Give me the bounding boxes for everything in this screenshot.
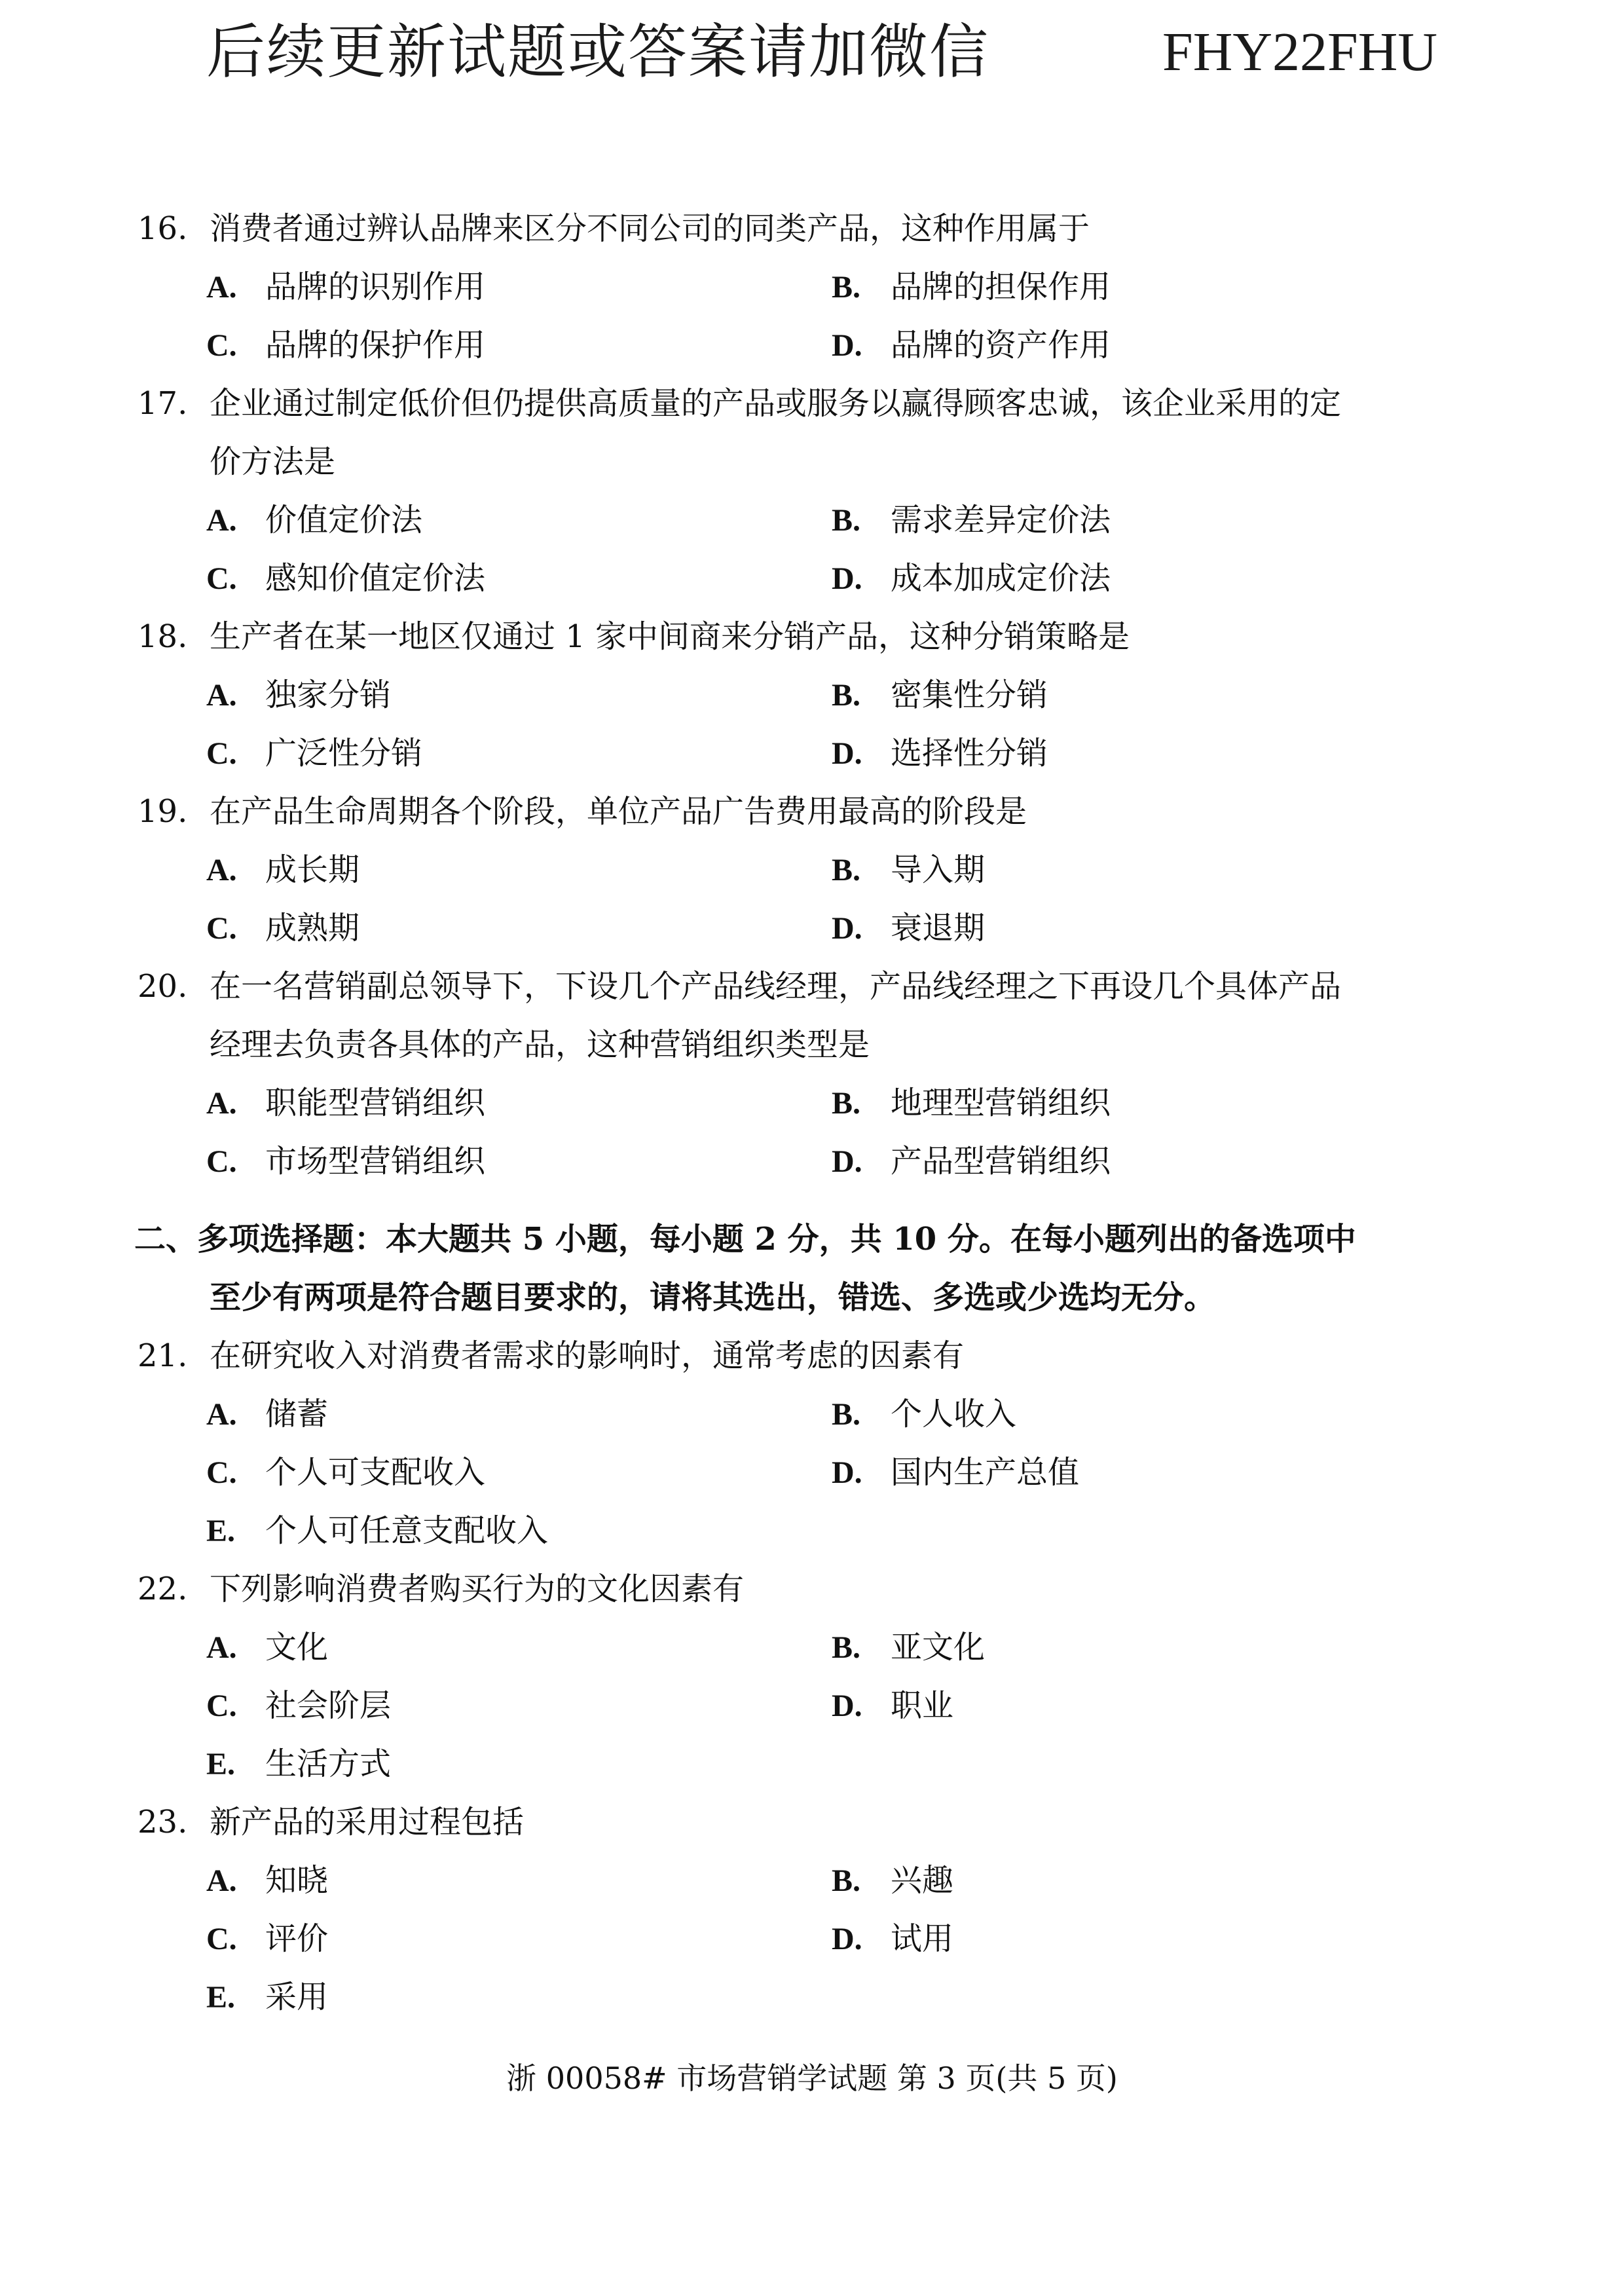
question-line — [0, 608, 1624, 666]
section-heading — [0, 1210, 1624, 1269]
option-letter: C. — [206, 911, 237, 946]
question-16 — [0, 200, 1624, 375]
option-b — [832, 258, 1111, 316]
question-line — [0, 433, 1624, 491]
question-text: 在研究收入对消费者需求的影响时，通常考虑的因素有 — [210, 1337, 965, 1374]
option-text: 导入期 — [891, 851, 986, 888]
option-a — [206, 1385, 328, 1444]
question-20 — [0, 958, 1624, 1191]
option-letter: B. — [832, 1630, 861, 1665]
option-row — [0, 1444, 1624, 1502]
question-line — [0, 200, 1624, 258]
option-text: 需求差异定价法 — [891, 502, 1111, 538]
question-number: 16. — [138, 210, 188, 247]
option-text: 个人可支配收入 — [265, 1454, 486, 1491]
option-letter: D. — [832, 911, 862, 946]
question-23 — [0, 1793, 1624, 2026]
option-row — [0, 724, 1624, 783]
option-letter: C. — [206, 1455, 237, 1490]
option-b — [832, 1618, 985, 1677]
option-text: 密集性分销 — [891, 677, 1048, 713]
option-text: 品牌的识别作用 — [265, 269, 486, 305]
option-letter: A. — [206, 853, 237, 887]
question-number: 23. — [138, 1804, 188, 1840]
option-a — [206, 841, 360, 899]
section-title: 二、多项选择题：本大题共 5 小题，每小题 2 分，共 10 分。在每小题列出的备选项中 — [134, 1221, 1356, 1258]
option-text: 地理型营销组织 — [891, 1085, 1111, 1121]
option-letter: E. — [206, 1747, 236, 1782]
option-text: 独家分销 — [265, 677, 392, 713]
option-row — [0, 1502, 1624, 1560]
option-text: 感知价值定价法 — [265, 560, 486, 597]
option-letter: D. — [832, 736, 862, 771]
option-row — [0, 1968, 1624, 2026]
option-text: 评价 — [265, 1920, 329, 1957]
option-a — [206, 491, 422, 550]
option-b — [832, 841, 985, 899]
option-text: 知晓 — [265, 1862, 329, 1899]
option-letter: E. — [206, 1980, 236, 2015]
option-text: 社会阶层 — [265, 1687, 392, 1724]
option-e — [206, 1735, 391, 1793]
option-b — [832, 1385, 1016, 1444]
option-letter: D. — [832, 1689, 862, 1723]
question-number: 19. — [138, 793, 188, 830]
option-letter: C. — [206, 328, 237, 363]
option-b — [832, 1852, 953, 1910]
option-text: 兴趣 — [891, 1862, 954, 1899]
option-letter: C. — [206, 736, 237, 771]
question-22 — [0, 1560, 1624, 1793]
option-letter: D. — [832, 328, 862, 363]
question-21 — [0, 1327, 1624, 1560]
option-e — [206, 1502, 548, 1560]
option-letter: A. — [206, 1863, 237, 1898]
option-letter: B. — [832, 270, 861, 305]
option-row — [0, 1910, 1624, 1968]
question-17 — [0, 375, 1624, 608]
option-text: 品牌的担保作用 — [891, 269, 1111, 305]
question-line — [0, 1016, 1624, 1074]
option-letter: B. — [832, 853, 861, 887]
question-text: 生产者在某一地区仅通过 1 家中间商来分销产品，这种分销策略是 — [210, 618, 1130, 655]
option-d — [832, 1132, 1111, 1191]
option-row — [0, 1852, 1624, 1910]
exam-content — [0, 200, 1624, 2026]
option-text: 市场型营销组织 — [265, 1143, 486, 1180]
option-text: 国内生产总值 — [891, 1454, 1080, 1491]
option-d — [832, 724, 1048, 783]
header-wechat-id: FHY22FHU — [1162, 22, 1438, 83]
option-letter: A. — [206, 1630, 237, 1665]
option-letter: B. — [832, 678, 861, 713]
option-c — [206, 316, 485, 375]
option-row — [0, 841, 1624, 899]
option-letter: D. — [832, 1144, 862, 1179]
option-row — [0, 1385, 1624, 1444]
question-line — [0, 1327, 1624, 1385]
option-d — [832, 1444, 1079, 1502]
question-text: 经理去负责各具体的产品，这种营销组织类型是 — [210, 1026, 870, 1063]
question-19 — [0, 783, 1624, 958]
option-text: 成熟期 — [265, 910, 360, 946]
option-c — [206, 724, 422, 783]
option-text: 储蓄 — [265, 1396, 329, 1432]
page-header — [0, 13, 1624, 92]
option-row — [0, 491, 1624, 550]
option-letter: C. — [206, 1689, 237, 1723]
question-number: 22. — [138, 1571, 188, 1607]
option-text: 价值定价法 — [265, 502, 423, 538]
option-text: 生活方式 — [265, 1745, 392, 1782]
option-text: 职业 — [891, 1687, 954, 1724]
section-instructions: 至少有两项是符合题目要求的，请将其选出，错选、多选或少选均无分。 — [210, 1279, 1216, 1316]
option-d — [832, 899, 985, 958]
option-b — [832, 491, 1111, 550]
option-e — [206, 1968, 328, 2026]
option-row — [0, 550, 1624, 608]
option-letter: A. — [206, 503, 237, 538]
question-text: 下列影响消费者购买行为的文化因素有 — [210, 1571, 745, 1607]
option-d — [832, 1677, 953, 1735]
option-d — [832, 316, 1111, 375]
question-18 — [0, 608, 1624, 783]
option-c — [206, 550, 485, 608]
question-text: 企业通过制定低价但仍提供高质量的产品或服务以赢得顾客忠诚，该企业采用的定 — [210, 385, 1342, 422]
option-letter: A. — [206, 270, 237, 305]
option-b — [832, 666, 1048, 724]
option-c — [206, 1132, 485, 1191]
option-text: 成长期 — [265, 851, 360, 888]
option-letter: B. — [832, 1397, 861, 1432]
question-line — [0, 783, 1624, 841]
question-number: 17. — [138, 385, 188, 422]
question-text: 新产品的采用过程包括 — [210, 1804, 525, 1840]
option-a — [206, 666, 391, 724]
question-text: 消费者通过辨认品牌来区分不同公司的同类产品，这种作用属于 — [210, 210, 1090, 247]
question-text: 价方法是 — [210, 443, 336, 480]
question-number: 20. — [138, 968, 188, 1005]
option-text: 职能型营销组织 — [265, 1085, 486, 1121]
option-row — [0, 1074, 1624, 1132]
option-row — [0, 1132, 1624, 1191]
option-text: 试用 — [891, 1920, 954, 1957]
option-c — [206, 1444, 485, 1502]
option-text: 广泛性分销 — [265, 735, 423, 772]
option-letter: B. — [832, 1086, 861, 1121]
question-line — [0, 958, 1624, 1016]
option-text: 产品型营销组织 — [891, 1143, 1111, 1180]
option-letter: D. — [832, 561, 862, 596]
option-text: 采用 — [265, 1979, 329, 2015]
option-text: 选择性分销 — [891, 735, 1048, 772]
option-c — [206, 899, 360, 958]
header-notice: 后续更新试题或答案请加微信 — [206, 18, 989, 86]
option-d — [832, 1910, 953, 1968]
option-letter: A. — [206, 1397, 237, 1432]
option-row — [0, 899, 1624, 958]
option-letter: A. — [206, 1086, 237, 1121]
question-number: 21. — [138, 1337, 188, 1374]
option-text: 衰退期 — [891, 910, 986, 946]
option-letter: E. — [206, 1514, 236, 1548]
question-text: 在一名营销副总领导下，下设几个产品线经理，产品线经理之下再设几个具体产品 — [210, 968, 1342, 1005]
option-b — [832, 1074, 1111, 1132]
option-text: 成本加成定价法 — [891, 560, 1111, 597]
option-text: 个人收入 — [891, 1396, 1017, 1432]
option-c — [206, 1677, 391, 1735]
question-line — [0, 375, 1624, 433]
option-row — [0, 258, 1624, 316]
question-number: 18. — [138, 618, 188, 655]
option-row — [0, 1735, 1624, 1793]
option-c — [206, 1910, 328, 1968]
option-letter: C. — [206, 1144, 237, 1179]
option-letter: B. — [832, 1863, 861, 1898]
option-a — [206, 1074, 485, 1132]
section-heading-cont — [0, 1269, 1624, 1327]
option-text: 亚文化 — [891, 1629, 986, 1666]
option-text: 文化 — [265, 1629, 329, 1666]
option-a — [206, 1852, 328, 1910]
option-d — [832, 550, 1111, 608]
option-text: 品牌的保护作用 — [265, 327, 486, 364]
option-text: 品牌的资产作用 — [891, 327, 1111, 364]
option-row — [0, 316, 1624, 375]
page-footer: 浙 00058# 市场营销学试题 第 3 页(共 5 页) — [506, 2061, 1118, 2096]
option-letter: C. — [206, 561, 237, 596]
option-letter: D. — [832, 1455, 862, 1490]
option-letter: C. — [206, 1922, 237, 1956]
option-text: 个人可任意支配收入 — [265, 1512, 549, 1549]
section-gap — [0, 1191, 1624, 1210]
option-row — [0, 1677, 1624, 1735]
question-line — [0, 1793, 1624, 1852]
option-row — [0, 666, 1624, 724]
option-row — [0, 1618, 1624, 1677]
option-letter: D. — [832, 1922, 862, 1956]
question-line — [0, 1560, 1624, 1618]
option-letter: B. — [832, 503, 861, 538]
question-text: 在产品生命周期各个阶段，单位产品广告费用最高的阶段是 — [210, 793, 1027, 830]
option-a — [206, 1618, 328, 1677]
option-a — [206, 258, 485, 316]
option-letter: A. — [206, 678, 237, 713]
